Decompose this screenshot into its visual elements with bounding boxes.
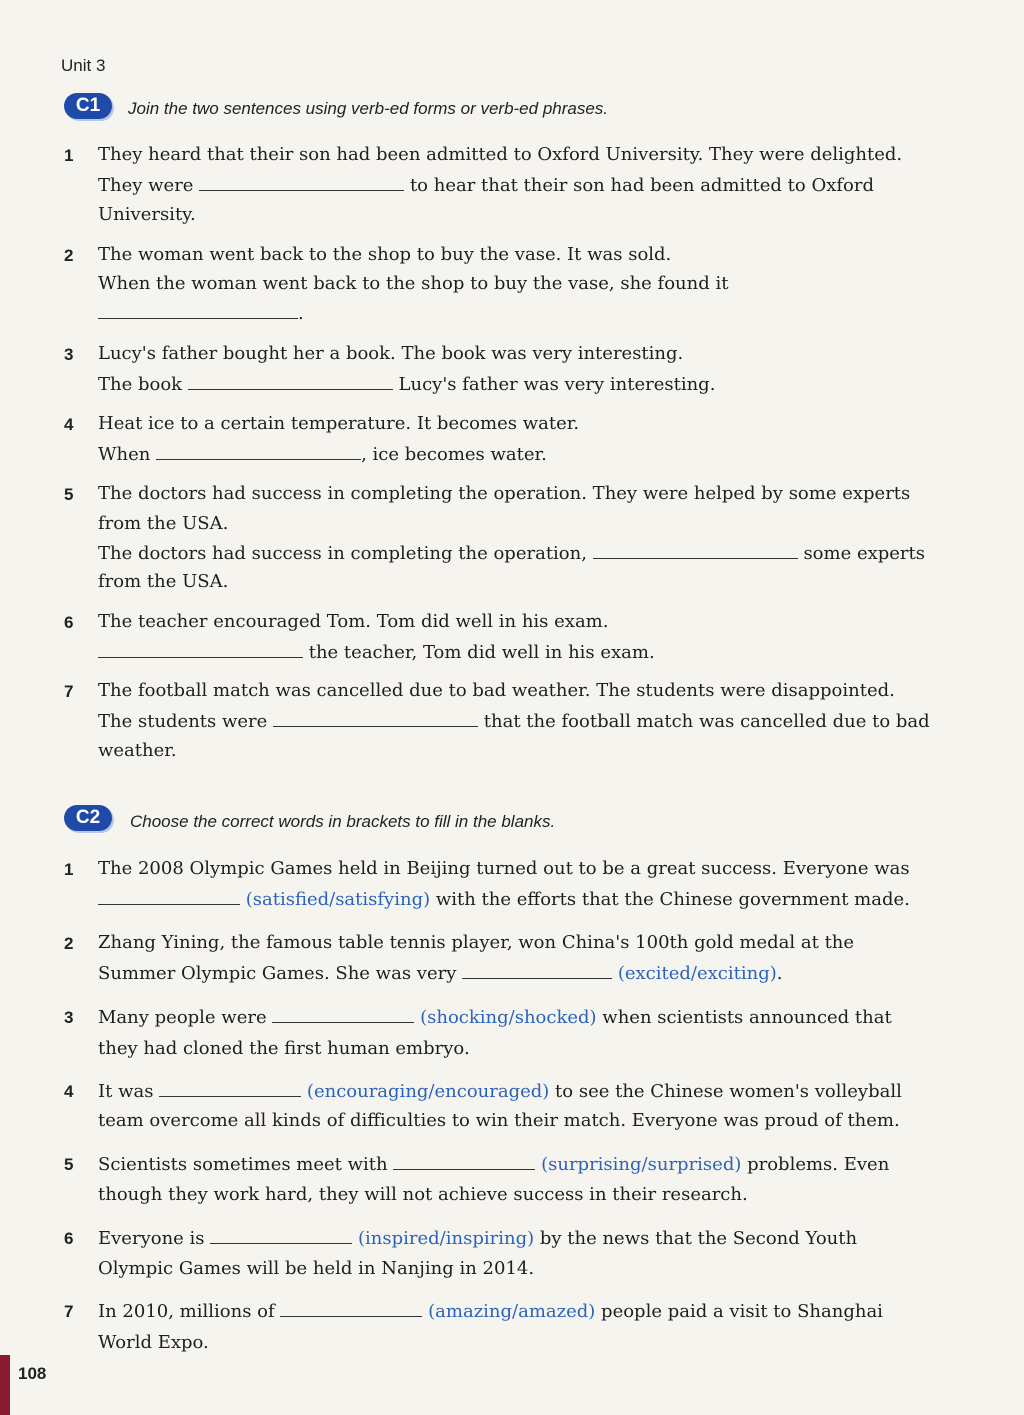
c1-item-7-number: 7 xyxy=(64,682,74,701)
c1-item-5-prompt: The doctors had success in completing the operation. They were helped by some experts xyxy=(98,483,911,504)
c1-item-5-answer-line xyxy=(98,542,925,565)
c1-item-7-answer-line xyxy=(98,710,930,733)
c1-item-2-prompt: The woman went back to the shop to buy the vase. It was sold. xyxy=(98,244,672,265)
c1-item-3-prompt: Lucy's father bought her a book. The book was very interesting. xyxy=(98,343,684,364)
c2-item-3-prompt xyxy=(98,1006,892,1029)
c1-item-2-blank-line xyxy=(98,302,304,325)
c1-item-6-prompt: The teacher encouraged Tom. Tom did well in his exam. xyxy=(98,611,609,632)
c2-item-5-continuation: though they work hard, they will not achieve success in their research. xyxy=(98,1184,748,1205)
c2-item-7-blank[interactable] xyxy=(280,1300,422,1317)
c2-item-3-continuation: they had cloned the first human embryo. xyxy=(98,1038,470,1059)
c1-item-6-text-after: the teacher, Tom did well in his exam. xyxy=(308,642,655,663)
c1-item-1-prompt: They heard that their son had been admitted to Oxford University. They were delighted. xyxy=(98,144,903,165)
c1-item-1-answer-line xyxy=(98,174,874,197)
c2-item-2-number: 2 xyxy=(64,934,74,953)
c2-item-2-prompt: Zhang Yining, the famous table tennis player, won China's 100th gold medal at the xyxy=(98,932,855,953)
c1-item-4-answer-line xyxy=(98,443,547,466)
c2-item-6-number: 6 xyxy=(64,1229,74,1248)
c1-item-1-blank[interactable] xyxy=(199,174,404,191)
c1-item-2-answer-line: When the woman went back to the shop to buy the vase, she found it xyxy=(98,273,729,294)
c1-item-1-text-after: to hear that their son had been admitted to Oxford xyxy=(409,175,874,196)
c1-item-5-text-after: some experts xyxy=(803,543,926,564)
c2-item-7-options: (amazing/amazed) xyxy=(428,1301,596,1322)
c1-item-4-number: 4 xyxy=(64,415,74,434)
c2-item-5-text-after: problems. Even xyxy=(741,1154,890,1175)
c2-item-2-text-before: Summer Olympic Games. She was very xyxy=(98,963,457,984)
c1-item-3-number: 3 xyxy=(64,345,74,364)
c1-item-4-text-before: When xyxy=(98,444,151,465)
c2-item-3-number: 3 xyxy=(64,1008,74,1027)
c2-item-7-text-after: people paid a visit to Shanghai xyxy=(595,1301,883,1322)
c2-item-6-prompt xyxy=(98,1227,857,1250)
c1-item-1-number: 1 xyxy=(64,146,74,165)
c2-item-7-number: 7 xyxy=(64,1302,74,1321)
c1-item-1-continuation: University. xyxy=(98,204,196,225)
unit-label: Unit 3 xyxy=(61,56,106,75)
c1-item-2-blank[interactable] xyxy=(98,302,298,319)
c2-item-1-prompt: The 2008 Olympic Games held in Beijing turned out to be a great success. Everyone was xyxy=(98,858,910,879)
c2-item-5-options: (surprising/surprised) xyxy=(541,1154,742,1175)
c1-item-2-number: 2 xyxy=(64,246,74,265)
c1-item-4-blank[interactable] xyxy=(156,443,361,460)
c2-item-4-options: (encouraging/encouraged) xyxy=(306,1081,550,1102)
c1-item-2-period: . xyxy=(298,303,304,324)
c1-item-3-answer-line xyxy=(98,373,715,396)
c1-item-6-blank[interactable] xyxy=(98,641,303,658)
c1-item-4-prompt: Heat ice to a certain temperature. It becomes water. xyxy=(98,413,580,434)
c2-item-6-text-before: Everyone is xyxy=(98,1228,205,1249)
c2-item-4-text-before: It was xyxy=(98,1081,154,1102)
c1-item-3-blank[interactable] xyxy=(188,373,393,390)
c2-item-6-blank[interactable] xyxy=(210,1227,352,1244)
c1-item-7-text-before: The students were xyxy=(98,711,268,732)
c2-item-5-blank[interactable] xyxy=(393,1153,535,1170)
c1-item-7-text-after: that the football match was cancelled due to bad xyxy=(483,711,930,732)
c2-item-1-blank[interactable] xyxy=(98,888,240,905)
c2-item-3-text-before: Many people were xyxy=(98,1007,267,1028)
c1-item-5-number: 5 xyxy=(64,485,74,504)
c1-item-5-text-before: The doctors had success in completing the operation, xyxy=(98,543,587,564)
c2-item-2-answer-line xyxy=(98,962,782,985)
section-c1-instruction: Join the two sentences using verb-ed forms or verb-ed phrases. xyxy=(128,99,609,118)
c1-item-1-text-before: They were xyxy=(98,175,194,196)
c1-item-6-number: 6 xyxy=(64,613,74,632)
section-c2-instruction: Choose the correct words in brackets to fill in the blanks. xyxy=(130,812,556,831)
c2-item-4-text-after: to see the Chinese women's volleyball xyxy=(549,1081,902,1102)
section-c1-badge: C1 xyxy=(64,93,112,119)
c1-item-7-continuation: weather. xyxy=(98,740,177,761)
c1-item-7-prompt: The football match was cancelled due to bad weather. The students were disappointed. xyxy=(98,680,895,701)
c1-item-4-text-after: , ice becomes water. xyxy=(361,444,547,465)
c2-item-4-continuation: team overcome all kinds of difficulties to win their match. Everyone was proud of them. xyxy=(98,1110,900,1131)
c2-item-5-number: 5 xyxy=(64,1155,74,1174)
c1-item-3-text-after: Lucy's father was very interesting. xyxy=(398,374,716,395)
c2-item-6-text-after: by the news that the Second Youth xyxy=(534,1228,858,1249)
c2-item-5-text-before: Scientists sometimes meet with xyxy=(98,1154,388,1175)
c2-item-3-options: (shocking/shocked) xyxy=(420,1007,597,1028)
c2-item-3-text-after: when scientists announced that xyxy=(596,1007,892,1028)
c2-item-7-prompt xyxy=(98,1300,883,1323)
c2-item-2-options: (excited/exciting) xyxy=(617,963,777,984)
c1-item-5-blank[interactable] xyxy=(593,542,798,559)
c2-item-3-blank[interactable] xyxy=(272,1006,414,1023)
c2-item-2-text-after: . xyxy=(776,963,783,984)
page-edge-tab xyxy=(0,1355,10,1415)
c2-item-4-prompt xyxy=(98,1080,902,1103)
c2-item-4-blank[interactable] xyxy=(159,1080,301,1097)
section-c2-badge: C2 xyxy=(64,805,112,831)
c2-item-1-number: 1 xyxy=(64,860,74,879)
c1-item-5-answer-continuation: from the USA. xyxy=(98,571,229,592)
c1-item-7-blank[interactable] xyxy=(273,710,478,727)
c2-item-7-text-before: In 2010, millions of xyxy=(98,1301,275,1322)
c2-item-4-number: 4 xyxy=(64,1082,74,1101)
c2-item-5-prompt xyxy=(98,1153,889,1176)
c1-item-3-text-before: The book xyxy=(98,374,183,395)
c2-item-6-options: (inspired/inspiring) xyxy=(358,1228,535,1249)
c2-item-1-answer-line xyxy=(98,888,910,911)
c1-item-5-prompt-continuation: from the USA. xyxy=(98,513,229,534)
c2-item-1-options: (satisfied/satisfying) xyxy=(245,889,431,910)
c2-item-2-blank[interactable] xyxy=(462,962,612,979)
c2-item-1-text-after: with the efforts that the Chinese government made. xyxy=(430,889,910,910)
c2-item-6-continuation: Olympic Games will be held in Nanjing in 2014. xyxy=(98,1258,535,1279)
page-number: 108 xyxy=(18,1364,47,1383)
c2-item-7-continuation: World Expo. xyxy=(98,1332,209,1353)
c1-item-6-answer-line xyxy=(98,641,655,664)
